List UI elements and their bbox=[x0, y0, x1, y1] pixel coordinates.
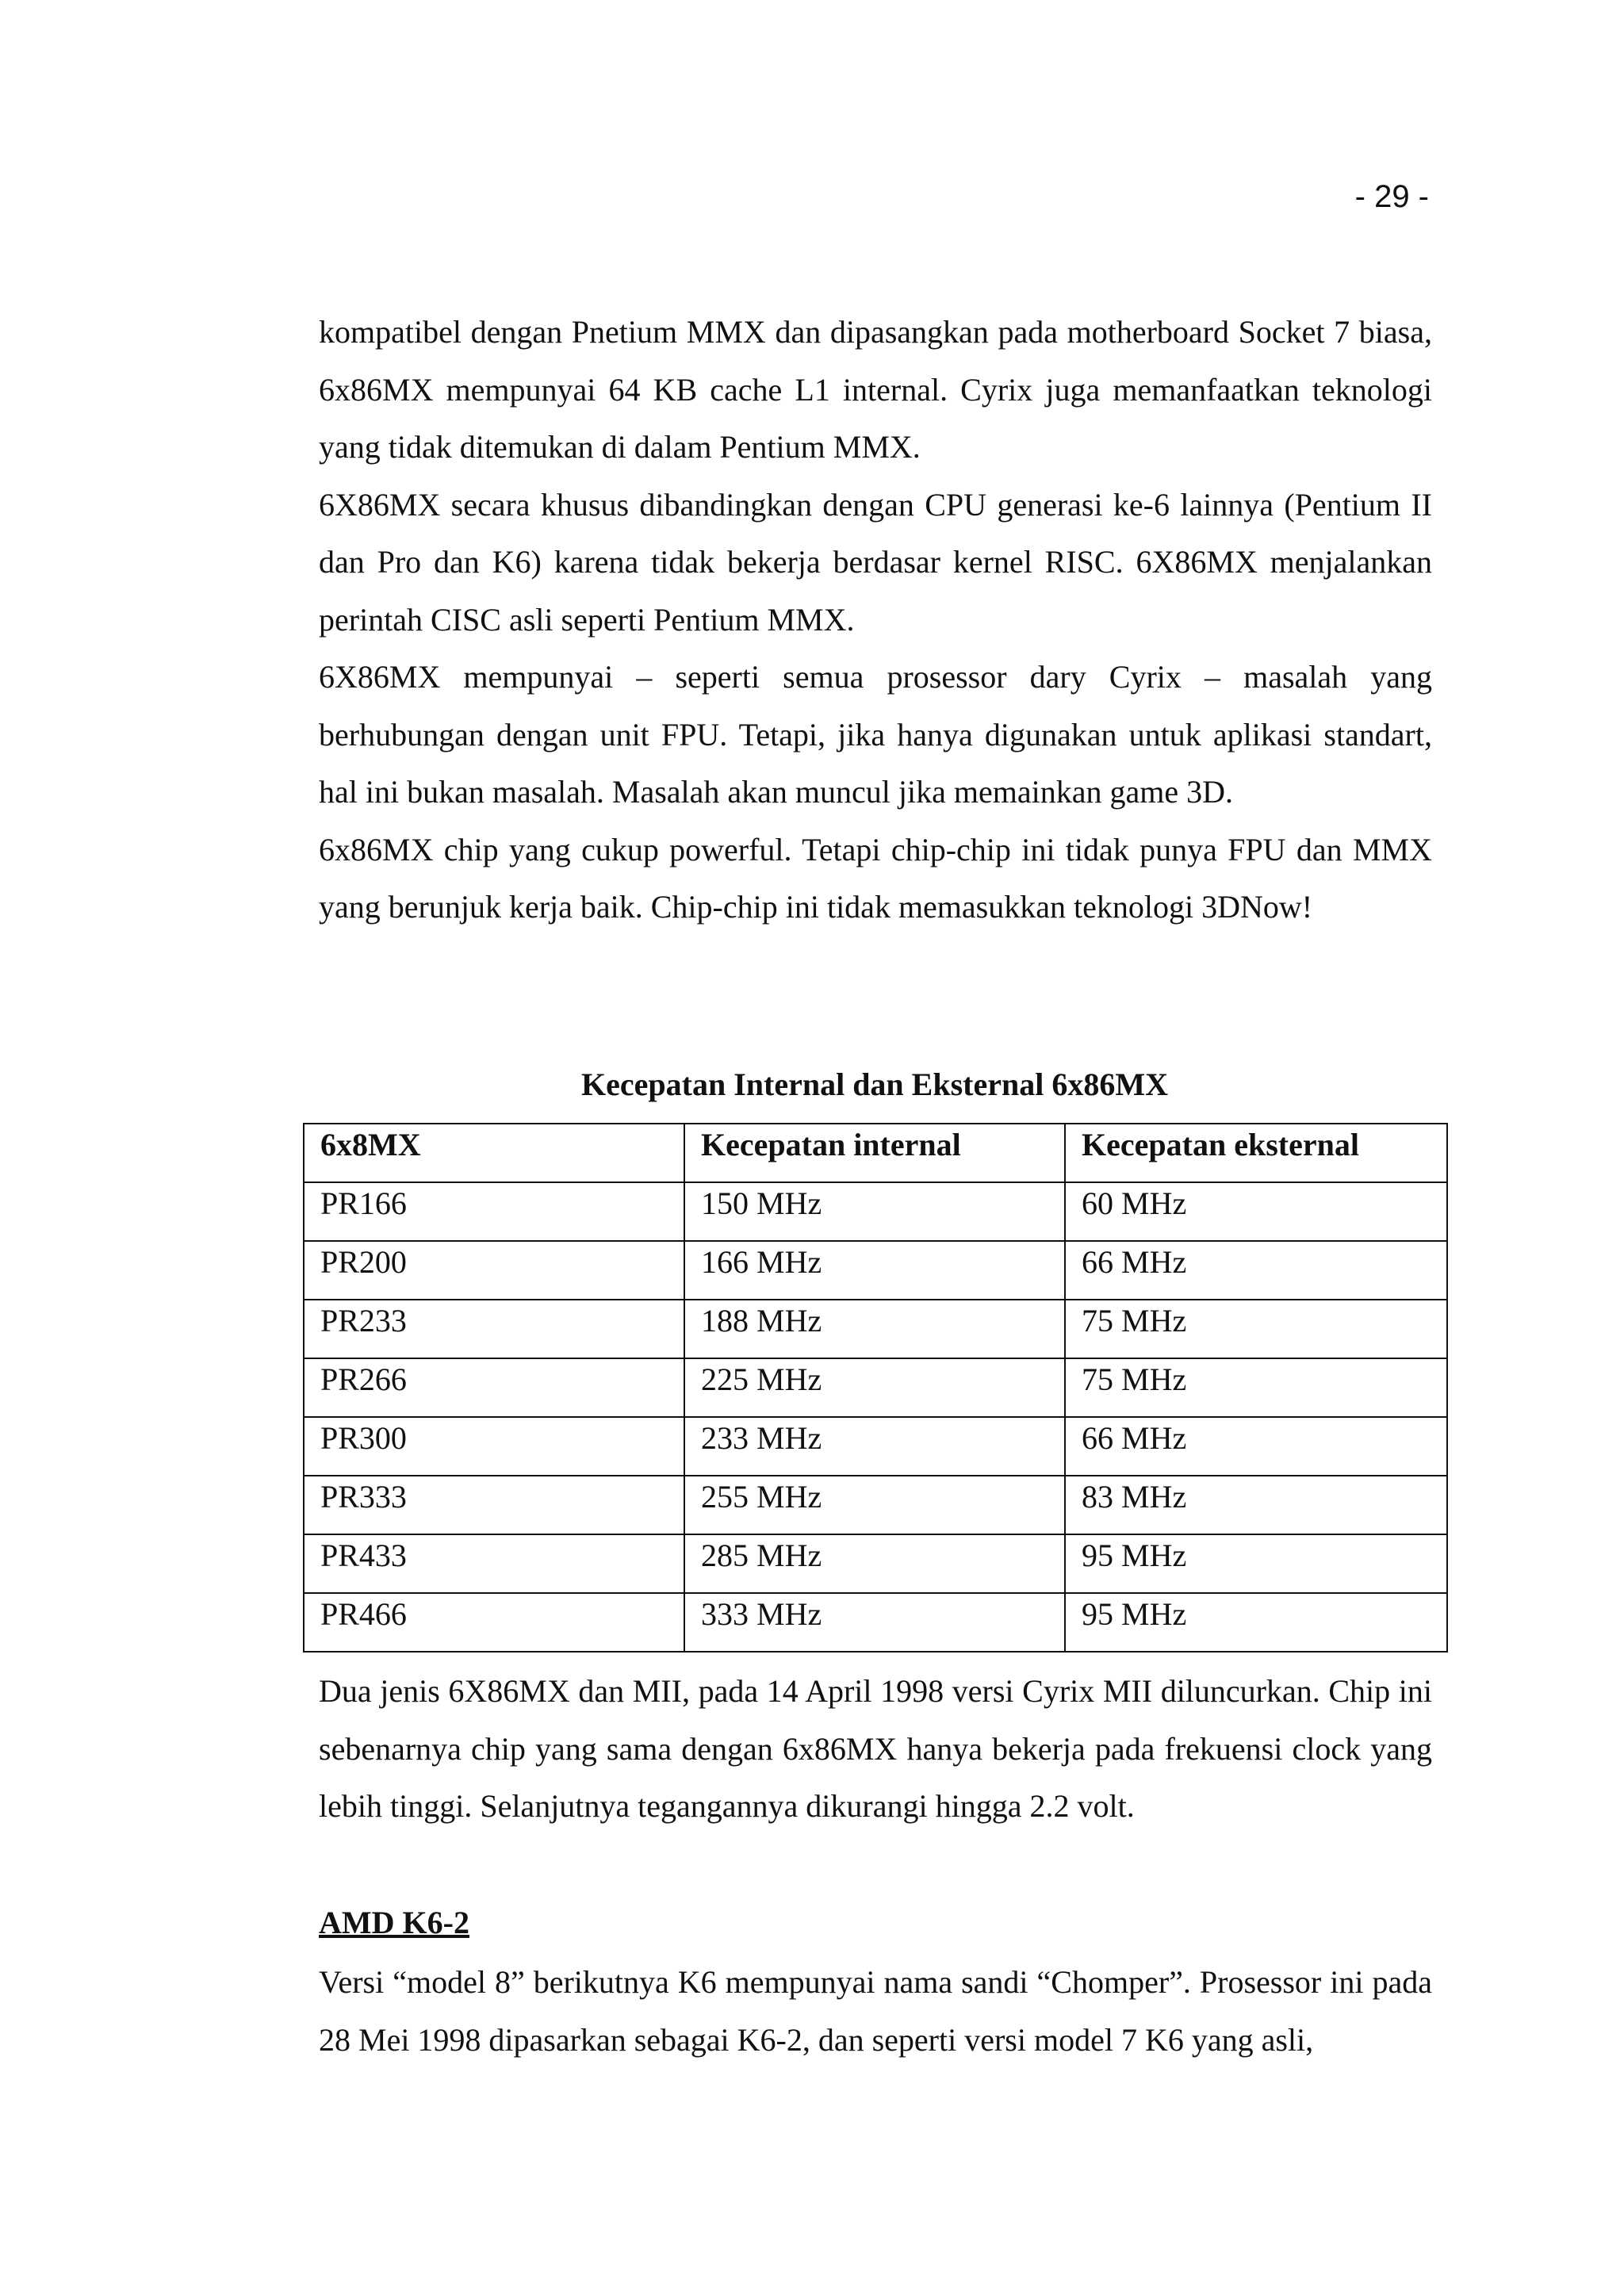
paragraph: Dua jenis 6X86MX dan MII, pada 14 April 1998 versi Cyrix MII diluncurkan. Chip ini sebenarnya chip yang sama dengan 6x86MX hanya bekerja pada frekuensi clock yang lebih tinggi. Selanjutnya tegangannya dikurangi hingga 2.2 volt. bbox=[319, 1673, 1432, 1824]
table-cell: 95 MHz bbox=[1065, 1593, 1447, 1652]
table-cell: 233 MHz bbox=[684, 1417, 1065, 1476]
table-cell: PR266 bbox=[304, 1358, 684, 1417]
paragraph: Versi “model 8” berikutnya K6 mempunyai nama sandi “Chomper”. Prosessor ini pada 28 Mei 1998 dipasarkan sebagai K6-2, dan seperti versi model 7 K6 yang asli, bbox=[319, 1964, 1432, 2058]
table-row bbox=[304, 1358, 1447, 1417]
table-cell: 66 MHz bbox=[1065, 1417, 1447, 1476]
table-header-cell: Kecepatan eksternal bbox=[1065, 1124, 1447, 1182]
table-caption: Kecepatan Internal dan Eksternal 6x86MX bbox=[581, 1067, 1168, 1102]
table-cell: PR166 bbox=[304, 1182, 684, 1241]
table-row bbox=[304, 1476, 1447, 1534]
table-row bbox=[304, 1182, 1447, 1241]
table-row bbox=[304, 1417, 1447, 1476]
section-heading: AMD K6-2 bbox=[319, 1905, 469, 1940]
table-cell: 255 MHz bbox=[684, 1476, 1065, 1534]
table-cell: 188 MHz bbox=[684, 1300, 1065, 1358]
body-text-top bbox=[319, 304, 1432, 936]
speed-table bbox=[303, 1123, 1448, 1653]
table-header-cell: Kecepatan internal bbox=[684, 1124, 1065, 1182]
table-cell: 95 MHz bbox=[1065, 1534, 1447, 1593]
table-cell: 83 MHz bbox=[1065, 1476, 1447, 1534]
table-row bbox=[304, 1300, 1447, 1358]
table-cell: PR200 bbox=[304, 1241, 684, 1300]
body-text-bottom bbox=[319, 1954, 1432, 2069]
table-cell: PR233 bbox=[304, 1300, 684, 1358]
table-cell: 285 MHz bbox=[684, 1534, 1065, 1593]
table-row bbox=[304, 1534, 1447, 1593]
table-cell: 333 MHz bbox=[684, 1593, 1065, 1652]
paragraph: 6X86MX mempunyai – seperti semua prosessor dary Cyrix – masalah yang berhubungan dengan unit FPU. Tetapi, jika hanya digunakan untuk aplikasi standart, hal ini bukan masalah. Masalah akan muncul jika memainkan game 3D. bbox=[319, 659, 1432, 810]
table-row bbox=[304, 1241, 1447, 1300]
table-row bbox=[304, 1593, 1447, 1652]
body-text-after-table bbox=[319, 1663, 1432, 1836]
paragraph: 6x86MX chip yang cukup powerful. Tetapi chip-chip ini tidak punya FPU dan MMX yang berunjuk kerja baik. Chip-chip ini tidak memasukkan teknologi 3DNow! bbox=[319, 831, 1432, 925]
table-cell: 75 MHz bbox=[1065, 1300, 1447, 1358]
table-cell: PR466 bbox=[304, 1593, 684, 1652]
table-cell: 225 MHz bbox=[684, 1358, 1065, 1417]
table-header-cell: 6x8MX bbox=[304, 1124, 684, 1182]
table-cell: 60 MHz bbox=[1065, 1182, 1447, 1241]
table-cell: PR333 bbox=[304, 1476, 684, 1534]
table-header-row bbox=[304, 1124, 1447, 1182]
table-cell: 166 MHz bbox=[684, 1241, 1065, 1300]
table-cell: PR433 bbox=[304, 1534, 684, 1593]
paragraph: 6X86MX secara khusus dibandingkan dengan CPU generasi ke-6 lainnya (Pentium II dan Pro dan K6) karena tidak bekerja berdasar kernel RISC. 6X86MX menjalankan perintah CISC asli seperti Pentium MMX. bbox=[319, 486, 1432, 638]
table-cell: 66 MHz bbox=[1065, 1241, 1447, 1300]
table-cell: 75 MHz bbox=[1065, 1358, 1447, 1417]
table-cell: 150 MHz bbox=[684, 1182, 1065, 1241]
paragraph: kompatibel dengan Pnetium MMX dan dipasangkan pada motherboard Socket 7 biasa, 6x86MX mempunyai 64 KB cache L1 internal. Cyrix juga memanfaatkan teknologi yang tidak ditemukan di dalam Pentium MMX. bbox=[319, 314, 1432, 465]
table-cell: PR300 bbox=[304, 1417, 684, 1476]
page-number: - 29 - bbox=[1354, 179, 1429, 214]
